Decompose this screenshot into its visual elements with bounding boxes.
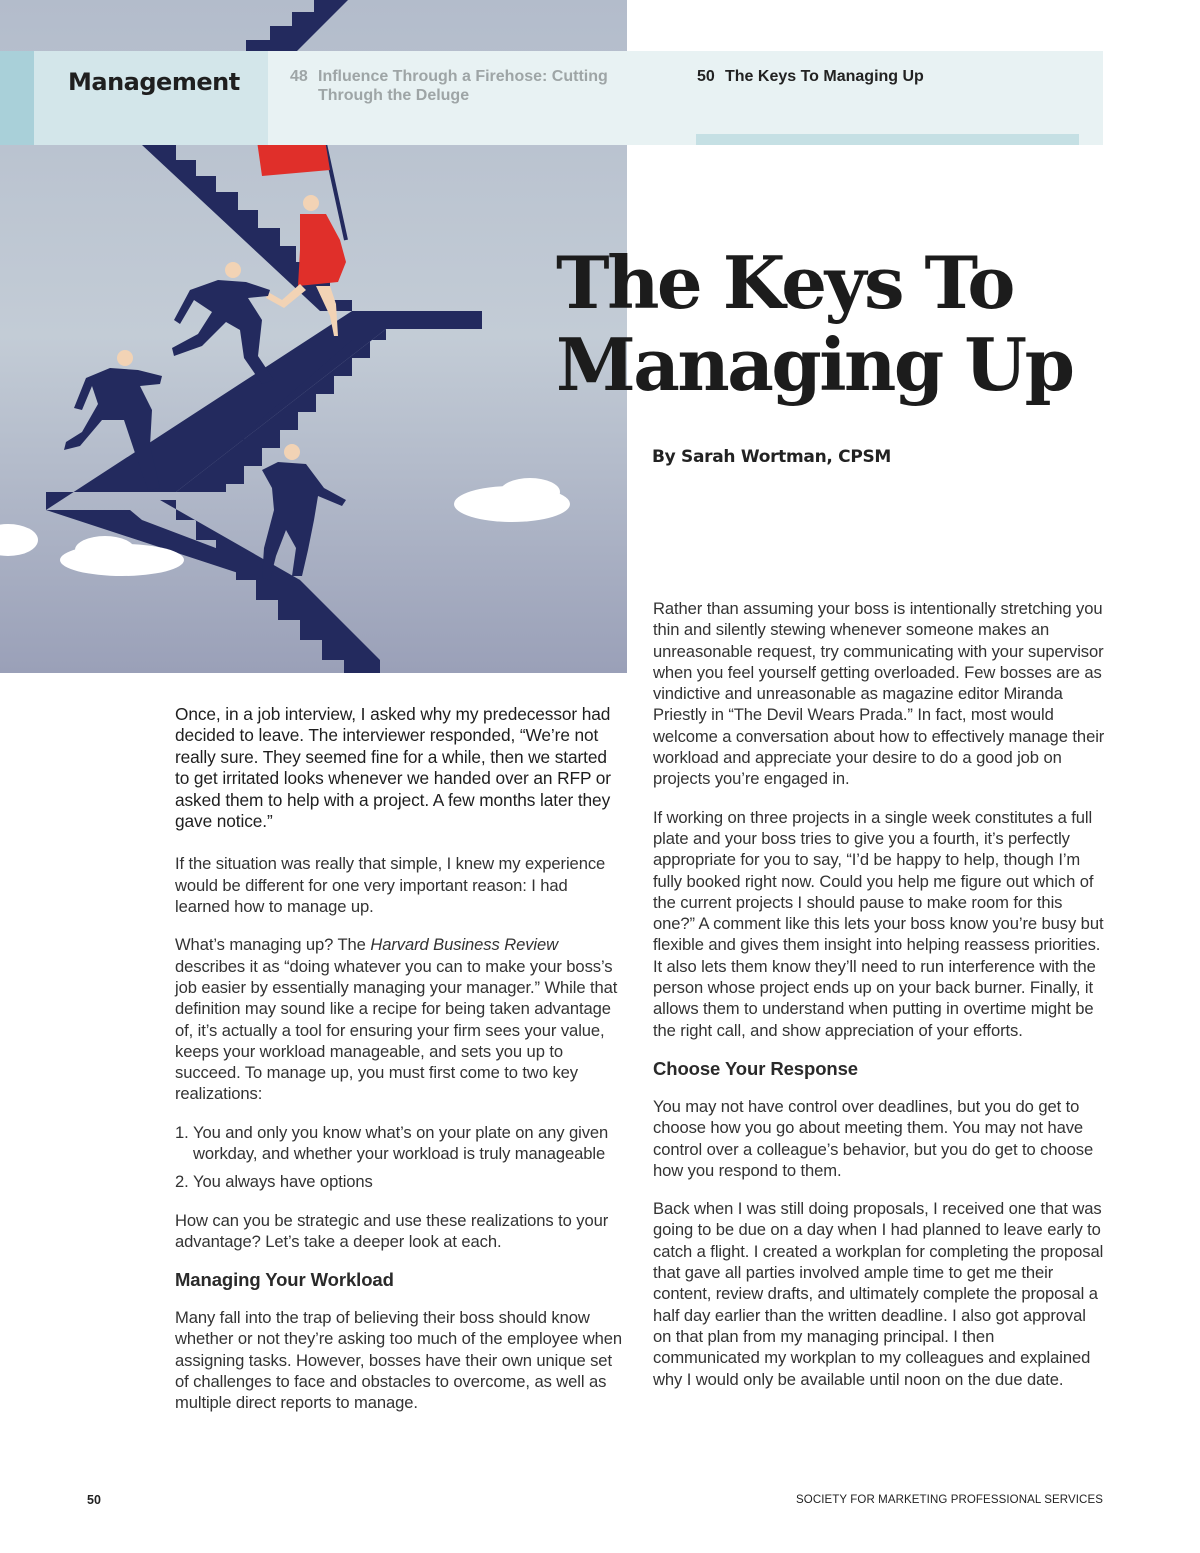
list-number: 1. [175, 1122, 189, 1142]
nav-item-title: Influence Through a Firehose: Cutting Through the Deluge [318, 68, 608, 104]
runner3-head [284, 444, 300, 460]
nav-section-box [34, 51, 268, 145]
body-paragraph [175, 934, 623, 1104]
byline: By Sarah Wortman, CPSM [652, 447, 892, 467]
body-paragraph: Back when I was still doing proposals, I received one that was going to be due on a day when I had planned to leave early to catch a flight. I created a workplan for completing the proposal that gave all parties involved ample time to get me their content, review drafts, and ultimately complete the proposal a half day earlier than the written deadline. I also got approval on that plan from my managing principal. I then communicated my workplan to my colleagues and explained why I would only be available until noon on the due date. [653, 1199, 1104, 1389]
nav-item-keys-managing-up[interactable] [697, 67, 1077, 86]
article-column-right [653, 598, 1105, 1407]
list-text: You always have options [193, 1172, 373, 1192]
subheading: Managing Your Workload [175, 1269, 394, 1291]
publication-name: Harvard Business Review [370, 935, 559, 955]
body-paragraph: How can you be strategic and use these realizations to your advantage? Let’s take a deeper look at each. [175, 1210, 609, 1251]
woman-head [303, 195, 319, 211]
body-paragraph: If the situation was really that simple, I knew my experience would be different for one very important reason: I had learned how to manage up. [175, 854, 606, 917]
list-text: You and only you know what’s on your plate on any given workday, and whether your workload is truly manageable [193, 1122, 609, 1163]
body-paragraph: If working on three projects in a single week constitutes a full plate and your boss tries to give you a fourth, it’s perfectly appropriate for you to say, “I’d be happy to help, though I’m fully booked right now. Could you help me figure out which of the current projects I should pause to make room for this one?” A comment like this lets your boss know you’re busy but flexible and gives them insight into helping reassess priorities. It also lets them know they’ll need to run interference with the person whose project ends up on your back burner. Finally, it allows them to understand when putting in overtime might be the right call, and show appreciation of your efforts. [653, 807, 1104, 1040]
runner1-head [225, 262, 241, 278]
article-column-left [175, 704, 623, 1431]
article-title-line: Managing Up [556, 322, 1073, 407]
nav-item-number: 48 [290, 68, 308, 85]
nav-item-title: The Keys To Managing Up [725, 68, 924, 85]
text-run: describes it as “doing whatever you can to make your boss’s job easier by essentially managing your manager.” While that definition may sound like a recipe for being taken advantage of, it’s actually a tool for ensuring your firm sees your value, keeps your workload manageable, and sets you up to succeed. To manage up, you must first come to two key realizations: [175, 956, 618, 1104]
body-paragraph: You may not have control over deadlines, but you do get to choose how you go about meeting them. You may not have control over a colleague’s behavior, but you do get to choose how you respond to them. [653, 1096, 1094, 1180]
cloud [500, 478, 560, 506]
body-paragraph: Many fall into the trap of believing their boss should know whether or not they’re asking too much of the employee when assigning tasks. However, bosses have their own unique set of challenges to face and obstacles to overcome, as well as multiple direct reports to manage. [175, 1308, 623, 1413]
body-paragraph: Rather than assuming your boss is intentionally stretching you thin and silently stewing whenever someone makes an unreasonable request, try communicating with your supervisor when you feel yourself getting overloaded. Few bosses are as vindictive and unreasonable as magazine editor Miranda Priestly in “The Devil Wears Prada.” In fact, most would welcome a conversation about how to effectively manage their workload and appreciate your desire to do a good job on projects you’re engaged in. [653, 599, 1105, 789]
nav-accent-stripe [0, 51, 34, 145]
subheading: Choose Your Response [653, 1057, 858, 1079]
list-number: 2. [175, 1172, 189, 1192]
cloud [75, 536, 135, 564]
realizations-list [175, 1122, 623, 1193]
section-label: Management [68, 68, 240, 96]
list-item [175, 1171, 623, 1192]
text-run: What’s managing up? The [175, 935, 371, 955]
lead-paragraph: Once, in a job interview, I asked why my predecessor had decided to leave. The interviewer responded, “We’re not really sure. They seemed fine for a while, then we started to get irritated looks whenever we handed over an RFP or asked them to help with a project. A few months later they gave notice.” [175, 704, 611, 832]
publisher-name: SOCIETY FOR MARKETING PROFESSIONAL SERVICES [796, 1494, 1103, 1506]
list-item [175, 1122, 623, 1165]
nav-item-influence-firehose[interactable] [290, 67, 670, 105]
nav-item-number: 50 [697, 68, 715, 85]
nav-active-indicator [696, 134, 1079, 145]
runner2-head [117, 350, 133, 366]
article-title [556, 242, 1156, 406]
article-title-line: The Keys To [556, 240, 1013, 325]
page-number: 50 [87, 1493, 101, 1507]
